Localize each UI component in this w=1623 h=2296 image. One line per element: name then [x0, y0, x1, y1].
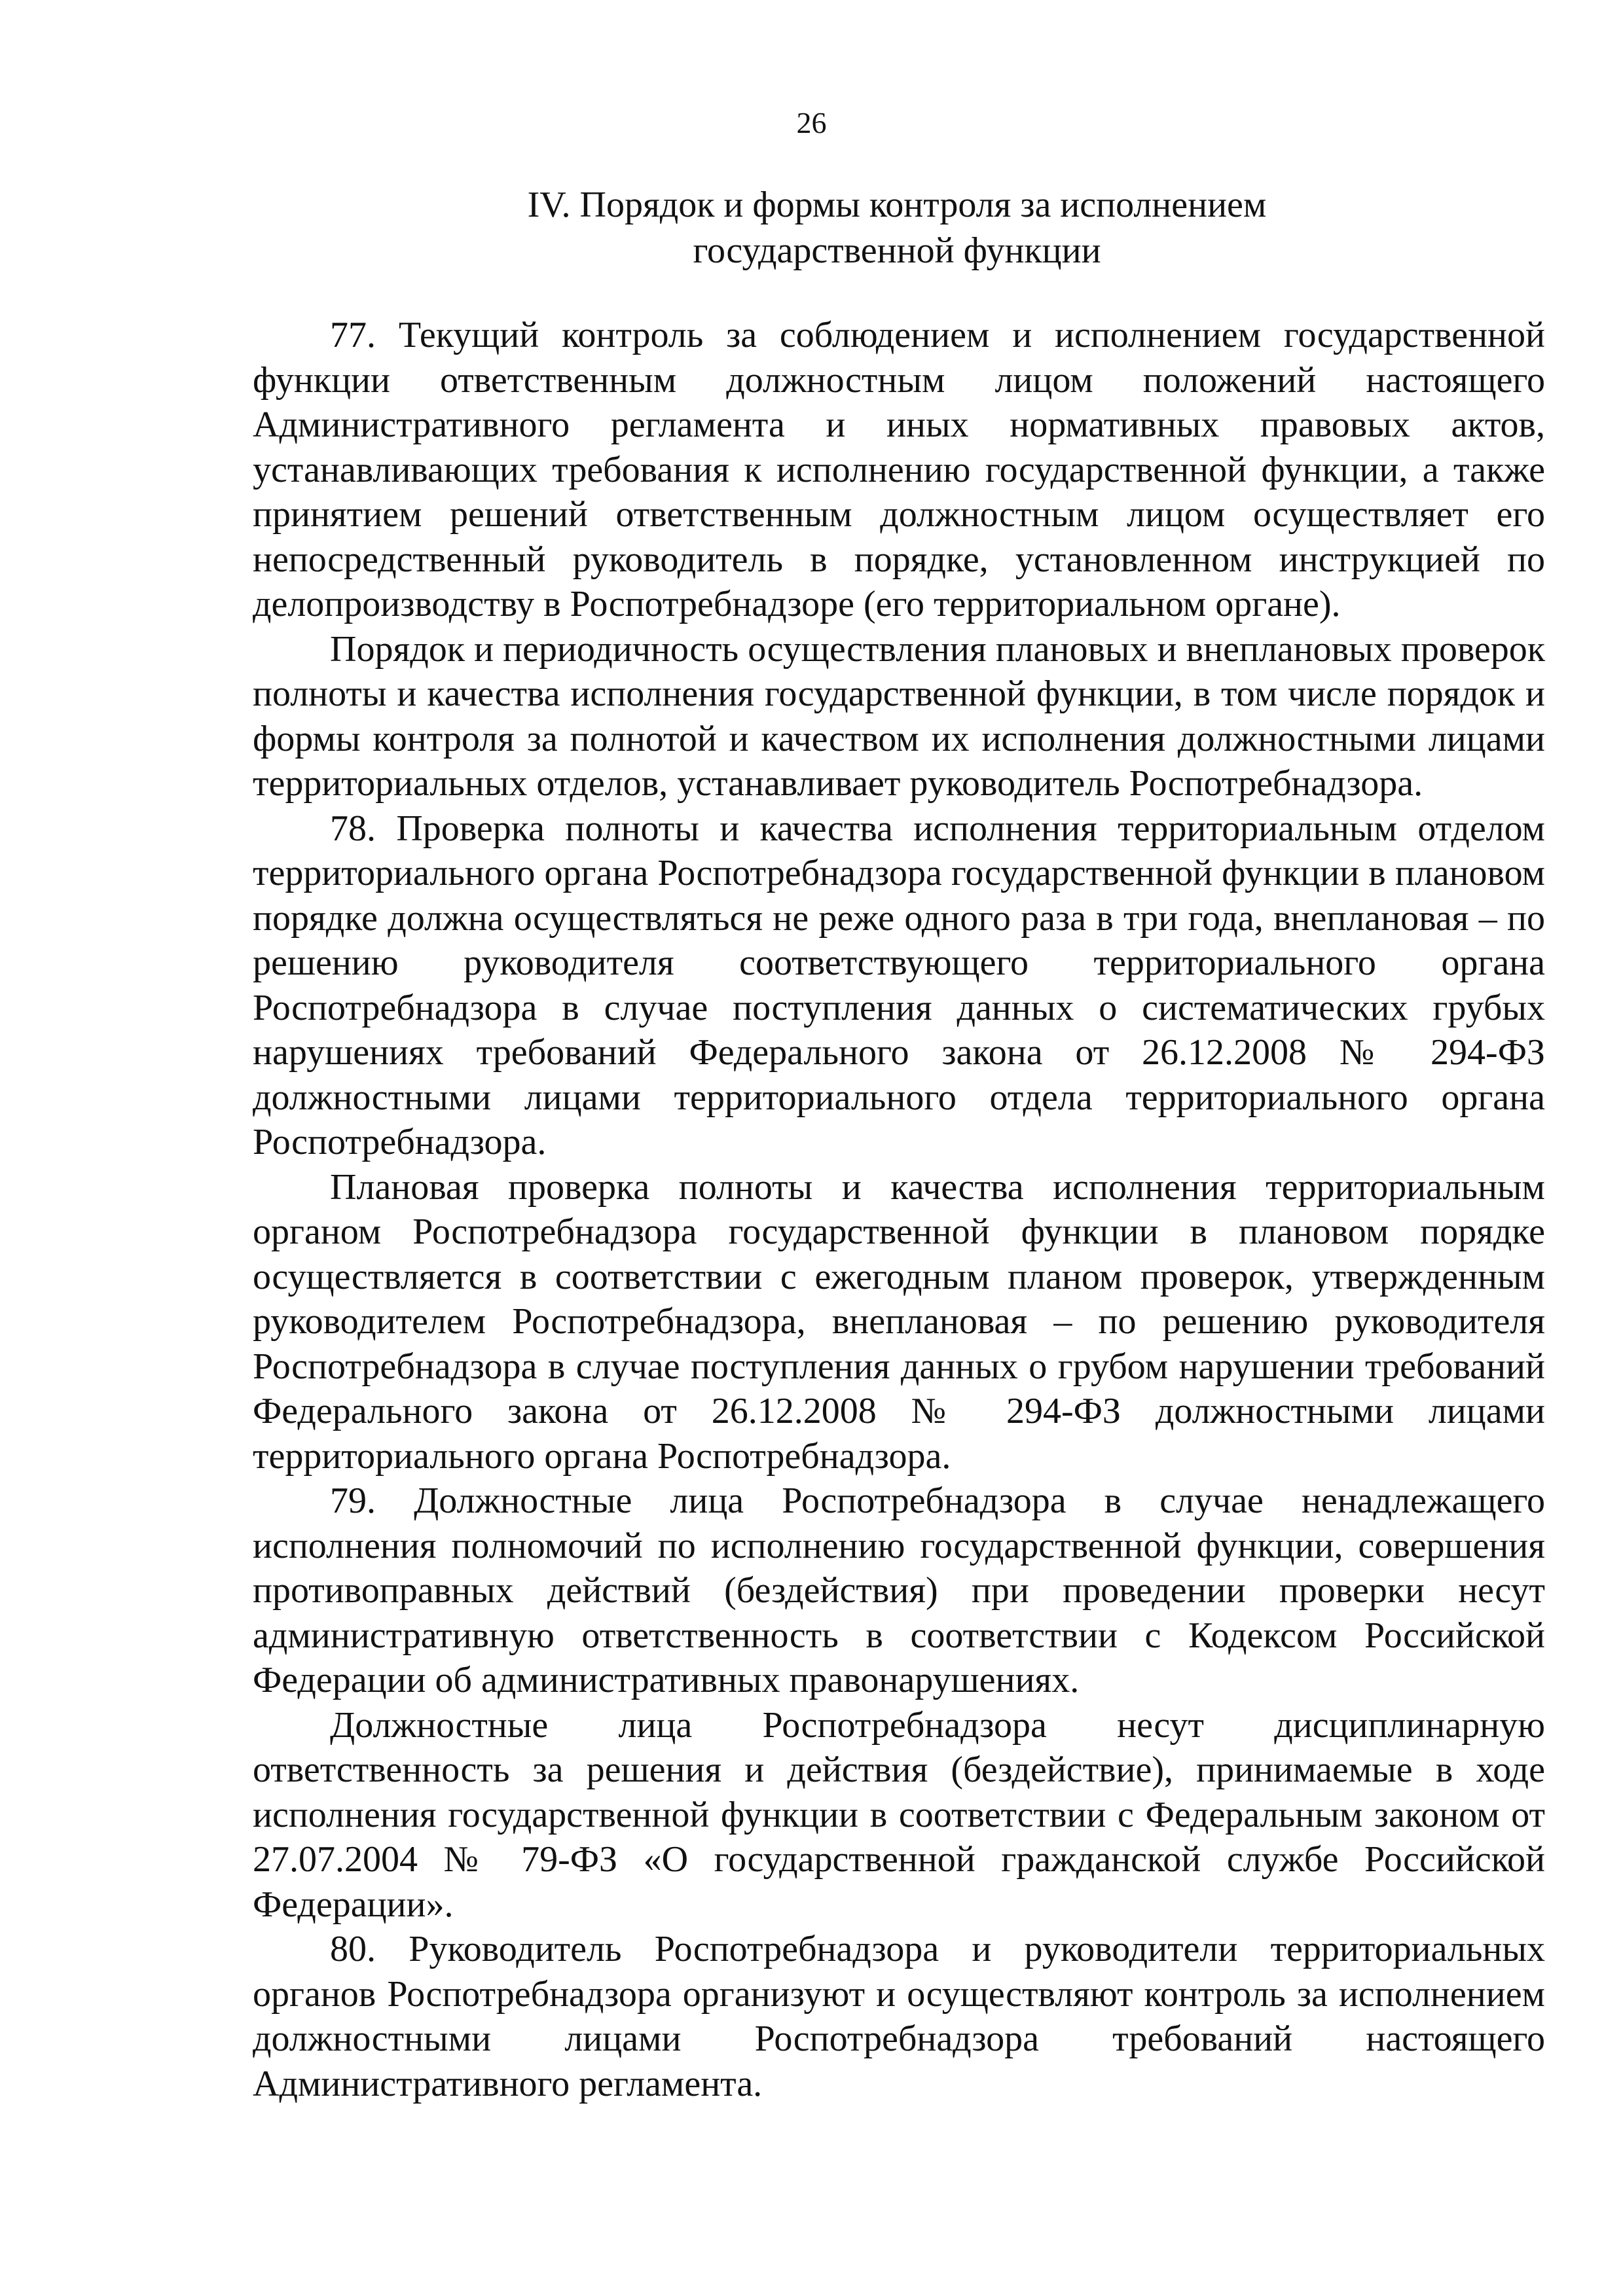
- document-body: [253, 313, 1545, 2106]
- paragraph-77: 77. Текущий контроль за соблюдением и исполнением государственной функции ответственным должностным лицом положений настоящего Административного регламента и иных нормативных правовых актов, устанавливающих требования к исполнению государственной функции, а также принятием решений ответственным должностным лицом осуществляет его непосредственный руководитель в порядке, установленном инструкцией по делопроизводству в Роспотребнадзоре (его территориальном органе).: [253, 315, 1545, 624]
- section-heading-line-2: государственной функции: [693, 230, 1101, 271]
- paragraph-77-order: Порядок и периодичность осуществления плановых и внеплановых проверок полноты и качества исполнения государственной функции, в том числе порядок и формы контроля за полнотой и качеством их исполнения должностными лицами территориальных отделов, устанавливает руководитель Роспотребнадзора.: [253, 628, 1545, 804]
- paragraph-79-disciplinary: Должностные лица Роспотребнадзора несут дисциплинарную ответственность за решения и действия (бездействие), принимаемые в ходе исполнения государственной функции в соответствии с Федеральным законом от 27.07.2004 № 79-ФЗ «О государственной гражданской службе Российской Федерации».: [253, 1704, 1545, 1925]
- paragraph-78-planned-inspection: Плановая проверка полноты и качества исполнения территориальным органом Роспотребнадзора государственной функции в плановом порядке осуществляется в соответствии с ежегодным планом проверок, утвержденным руководителем Роспотребнадзора, внеплановая – по решению руководителя Роспотребнадзора в случае поступления данных о грубом нарушении требований Федерального закона от 26.12.2008 № 294-ФЗ должностными лицами территориального органа Роспотребнадзора.: [253, 1166, 1545, 1477]
- paragraph-80: 80. Руководитель Роспотребнадзора и руководители территориальных органов Роспотребнадзора организуют и осуществляют контроль за исполнением должностными лицами Роспотребнадзора требований настоящего Административного регламента.: [253, 1929, 1545, 2104]
- paragraph-79: 79. Должностные лица Роспотребнадзора в случае ненадлежащего исполнения полномочий по исполнению государственной функции, совершения противоправных действий (бездействия) при проведении проверки несут административную ответственность в соответствии с Кодексом Российской Федерации об административных правонарушениях.: [253, 1480, 1545, 1700]
- section-heading: [249, 182, 1545, 274]
- section-heading-line-1: IV. Порядок и формы контроля за исполнением: [527, 185, 1267, 225]
- paragraph-78: 78. Проверка полноты и качества исполнения территориальным отделом территориального органа Роспотребнадзора государственной функции в плановом порядке должна осуществляться не реже одного раза в три года, внеплановая – по решению руководителя соответствующего территориального органа Роспотребнадзора в случае поступления данных о систематических грубых нарушениях требований Федерального закона от 26.12.2008 № 294-ФЗ должностными лицами территориального отдела территориального органа Роспотребнадзора.: [253, 808, 1545, 1162]
- page-number: 26: [796, 106, 827, 139]
